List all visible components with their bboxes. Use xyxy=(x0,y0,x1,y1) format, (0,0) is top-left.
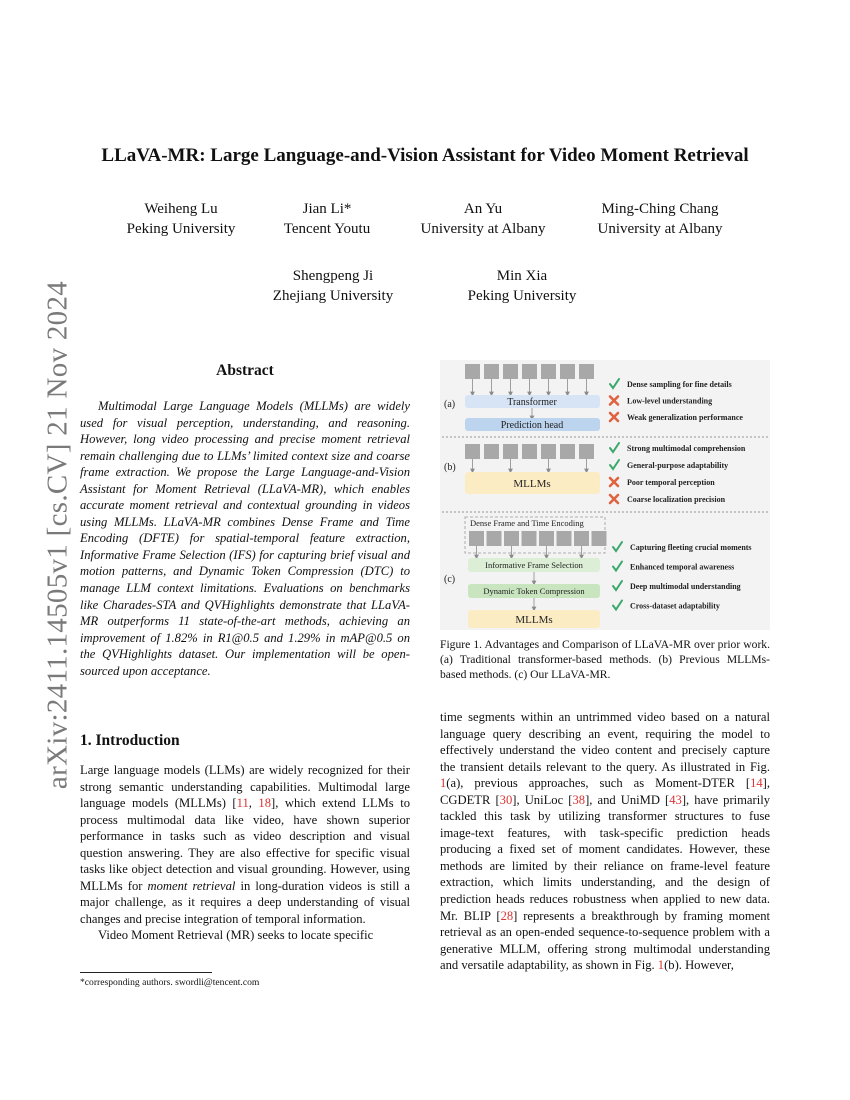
video-frame xyxy=(469,531,484,546)
video-frame xyxy=(503,444,518,459)
dense-frame-label: Dense Frame and Time Encoding xyxy=(470,518,584,528)
video-frame xyxy=(579,444,594,459)
citation-link[interactable]: 11 xyxy=(236,796,249,811)
paragraph: Large language models (LLMs) are widely recognized for their strong semantic understanding capabilities. Multimodal large language models (MLLMs) [11, 18], which extend LLMs to process multimodal data like video, have shown superior performance in tasks such as video description and visual question answering. They are also effective for specific visual tasks like object detection and visual grounding. However, using MLLMs for moment retrieval in long-duration videos is still a major challenge, as it requires a deep understanding of visual changes and precise integration of temporal information. xyxy=(80,763,411,926)
author-block xyxy=(468,266,577,306)
cross-icon xyxy=(610,478,618,486)
check-icon xyxy=(610,379,619,388)
cross-icon xyxy=(610,397,618,405)
figure-link[interactable]: 1 xyxy=(440,776,447,791)
section-heading: 1. Introduction xyxy=(80,732,180,749)
panel-a-points xyxy=(610,379,743,422)
author-name: Min Xia xyxy=(496,268,548,284)
author-affiliation: Peking University xyxy=(126,221,236,237)
check-icon xyxy=(610,460,619,469)
paragraph: time segments within an untrimmed video based on a natural language query describing an event, requiring the model to effectively understand the video content and precisely capture the transient details relevant to the query. As illustrated in Fig. 1(a), previous approaches, such as Moment-DTER [14], CGDETR [30], UniLoc [38], and UniMD [43], have primarily tackled this task by utilizing transformer structures to fuse image-text features, with task-specific prediction heads producing a fixed set of moment candidates. However, these methods are limited by their reliance on frame-level feature extraction, which limits understanding, and the design of prediction heads reduces robustness when applied to new data. Mr. BLIP [28] represents a breakthrough by framing moment retrieval as an open-ended sequence-to-sequence problem with a generative MLLM, offering strong multimodal understanding and versatile adaptability, as shown in Fig. 1(b). However, xyxy=(440,710,771,973)
abstract-text: Multimodal Large Language Models (MLLMs) are widely used for visual perception, understanding, and reasoning. However, long video processing and precise moment retrieval remain challenging due to LLMs’ limited context size and coarse frame extraction. We propose the Large Language-and-Vision Assistant for Moment Retrieval (LLaVA-MR), which enables accurate moment retrieval and contextual grounding in videos using MLLMs. LLaVA-MR combines Dense Frame and Time Encoding (DFTE) for spatial-temporal feature extraction, Informative Frame Selection (IFS) for capturing brief visual and motion patterns, and Dynamic Token Compression (DTC) to manage LLM context limitations. Evaluations on benchmarks like Charades-STA and QVHighlights demonstrate that LLaVA-MR outperforms 11 state-of-the-art methods, achieving an improvement of 1.82% in R1@0.5 and 1.29% in mAP@0.5 on the QVHighlights dataset. Our implementation will be open-sourced upon acceptance. xyxy=(80,399,410,678)
author-name: An Yu xyxy=(463,201,503,217)
introduction-text xyxy=(80,762,410,944)
video-frame xyxy=(541,364,556,379)
citation-link[interactable]: 38 xyxy=(572,792,586,807)
video-frame xyxy=(465,364,480,379)
point-text: Coarse localization precision xyxy=(627,495,726,504)
paragraph: Video Moment Retrieval (MR) seeks to locate specific xyxy=(98,928,374,943)
point-text: Weak generalization performance xyxy=(627,413,743,422)
point-text: Low-level understanding xyxy=(627,396,713,406)
author-name: Jian Li* xyxy=(302,201,352,217)
video-frame xyxy=(560,364,575,379)
video-frame xyxy=(522,364,537,379)
author-affiliation: Peking University xyxy=(467,288,577,304)
cross-icon xyxy=(610,495,618,503)
check-icon xyxy=(613,601,622,610)
frame-row xyxy=(465,444,594,471)
dtc-label: Dynamic Token Compression xyxy=(483,586,585,596)
check-icon xyxy=(610,443,619,452)
panel-b xyxy=(444,444,600,494)
prediction-head-label: Prediction head xyxy=(500,420,564,431)
video-frame xyxy=(574,531,589,546)
panel-c-points xyxy=(613,542,752,611)
video-frame xyxy=(560,444,575,459)
point-text: Poor temporal perception xyxy=(627,478,715,487)
video-frame xyxy=(579,364,594,379)
panel-label: (b) xyxy=(444,462,456,473)
video-frame xyxy=(487,531,502,546)
video-frame xyxy=(592,531,607,546)
video-frame xyxy=(504,531,519,546)
video-frame xyxy=(522,531,537,546)
video-frame xyxy=(503,364,518,379)
video-frame xyxy=(484,364,499,379)
author-block xyxy=(421,199,546,239)
video-frame xyxy=(557,531,572,546)
panel-a xyxy=(444,364,600,431)
abstract-heading: Abstract xyxy=(216,362,274,379)
point-text: Dense sampling for fine details xyxy=(627,380,732,389)
author-name: Ming-Ching Chang xyxy=(601,201,719,217)
author-block xyxy=(284,199,370,239)
figure-1 xyxy=(440,360,770,630)
author-name: Weiheng Lu xyxy=(144,201,218,217)
paper-title: LLaVA-MR: Large Language-and-Vision Assistant for Video Moment Retrieval xyxy=(101,145,749,166)
citation-link[interactable]: 28 xyxy=(500,908,514,923)
author-block xyxy=(598,199,723,239)
author-block xyxy=(127,199,236,239)
panel-c xyxy=(444,517,607,628)
author-affiliation: Tencent Youtu xyxy=(283,221,371,237)
point-text: Deep multimodal understanding xyxy=(630,582,741,591)
footnote-rule xyxy=(80,972,212,973)
right-column-text xyxy=(440,709,770,974)
panel-label: (c) xyxy=(444,574,456,585)
arxiv-identifier: arXiv:2411.14505v1 [cs.CV] 21 Nov 2024 xyxy=(41,280,74,790)
citation-link[interactable]: 43 xyxy=(669,792,682,807)
citation-link[interactable]: 30 xyxy=(499,792,513,807)
video-frame xyxy=(465,444,480,459)
author-block xyxy=(273,266,393,306)
transformer-label: Transformer xyxy=(507,397,557,408)
ifs-label: Informative Frame Selection xyxy=(485,560,583,570)
frame-row xyxy=(465,364,594,394)
citation-link[interactable]: 14 xyxy=(750,776,763,791)
mllm-label: MLLMs xyxy=(515,614,553,626)
point-text: Cross-dataset adaptability xyxy=(630,601,720,611)
check-icon xyxy=(613,562,622,571)
figure-diagram xyxy=(440,360,770,630)
panel-label: (a) xyxy=(444,399,456,410)
check-icon xyxy=(613,581,622,590)
panel-b-points xyxy=(610,443,746,504)
video-frame xyxy=(539,531,554,546)
citation-link[interactable]: 18 xyxy=(258,796,272,811)
point-text: Enhanced temporal awareness xyxy=(630,562,735,572)
author-affiliation: Zhejiang University xyxy=(272,288,394,304)
footnote: *corresponding authors. swordli@tencent.com xyxy=(80,977,260,988)
point-text: Strong multimodal comprehension xyxy=(627,444,746,453)
figure-caption: Figure 1. Advantages and Comparison of LLaVA-MR over prior work. (a) Traditional transformer-based methods. (b) Previous MLLMs-based methods. (c) Our LLaVA-MR. xyxy=(440,638,770,681)
check-icon xyxy=(613,542,622,551)
video-frame xyxy=(541,444,556,459)
point-text: General-purpose adaptability xyxy=(627,461,729,470)
cross-icon xyxy=(610,413,618,421)
author-affiliation: University at Albany xyxy=(597,221,723,237)
video-frame xyxy=(484,444,499,459)
figure-link[interactable]: 1 xyxy=(657,958,665,973)
point-text: Capturing fleeting crucial moments xyxy=(630,543,752,552)
video-frame xyxy=(522,444,537,459)
author-name: Shengpeng Ji xyxy=(292,268,374,284)
mllm-label: MLLMs xyxy=(513,478,551,490)
author-affiliation: University at Albany xyxy=(420,221,546,237)
